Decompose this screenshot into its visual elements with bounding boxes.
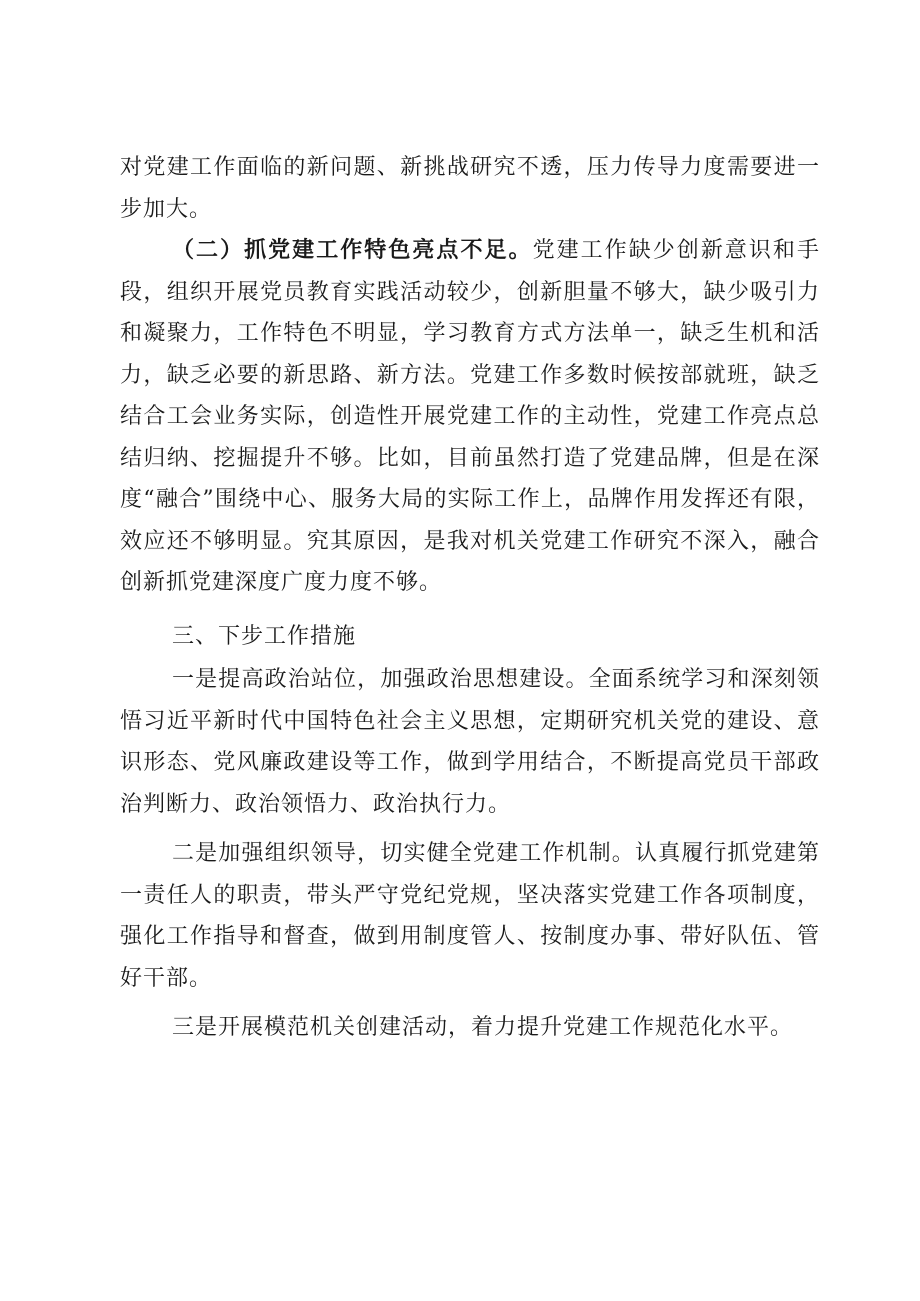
paragraph-measure-3 — [120, 1007, 820, 1049]
text-line: 二是加强组织领导，切实健全党建工作机制。认真履行抓党建第 — [172, 841, 820, 866]
document-page — [120, 147, 820, 1049]
text-line: 度“融合”围绕中心、服务大局的实际工作上，品牌作用发挥还有限， — [120, 487, 820, 512]
text-line — [120, 230, 820, 272]
text-line: 一是提高政治站位，加强政治思想建设。全面系统学习和深刻领 — [172, 667, 820, 692]
text-line: 段，组织开展党员教育实践活动较少，创新胆量不够大，缺少吸引力 — [120, 279, 820, 305]
text-line: 三是开展模范机关创建活动，着力提升党建工作规范化水平。 — [172, 1015, 794, 1040]
text-line: 结合工会业务实际，创造性开展党建工作的主动性，党建工作亮点总 — [120, 404, 820, 429]
text-run: 党建工作缺少创新意识和手 — [532, 238, 820, 263]
text-line: 治判断力、政治领悟力、政治执行力。 — [120, 791, 512, 817]
text-line: 力，缺乏必要的新思路、新方法。党建工作多数时候按部就班，缺乏 — [120, 362, 820, 388]
text-line: 一责任人的职责，带头严守党纪党规，坚决落实党建工作各项制度， — [120, 882, 820, 908]
paragraph-continued — [120, 147, 820, 230]
paragraph-weakness-2 — [120, 230, 820, 604]
paragraph-lead-bold: （二）抓党建工作特色亮点不足。 — [172, 237, 533, 263]
text-line: 和凝聚力，工作特色不明显，学习教育方式方法单一，缺乏生机和活 — [120, 321, 820, 346]
paragraph-measure-2 — [120, 833, 820, 999]
text-line: 识形态、党风廉政建设等工作，做到学用结合，不断提高党员干部政 — [120, 750, 820, 775]
text-line: 悟习近平新时代中国特色社会主义思想，定期研究机关党的建设、意 — [120, 708, 820, 734]
section-heading: 三、下步工作措施 — [172, 623, 357, 649]
text-line: 步加大。 — [120, 196, 213, 222]
text-line: 效应还不够明显。究其原因，是我对机关党建工作研究不深入，融合 — [120, 528, 820, 554]
text-line: 对党建工作面临的新问题、新挑战研究不透，压力传导力度需要进一 — [120, 155, 820, 180]
text-line: 结归纳、挖掘提升不够。比如，目前虽然打造了党建品牌，但是在深 — [120, 445, 820, 471]
paragraph-measure-1 — [120, 659, 820, 825]
text-line: 强化工作指导和督查，做到用制度管人、按制度办事、带好队伍、管 — [120, 924, 820, 949]
text-line: 好干部。 — [120, 965, 213, 991]
text-line: 创新抓党建深度广度力度不够。 — [120, 570, 443, 595]
